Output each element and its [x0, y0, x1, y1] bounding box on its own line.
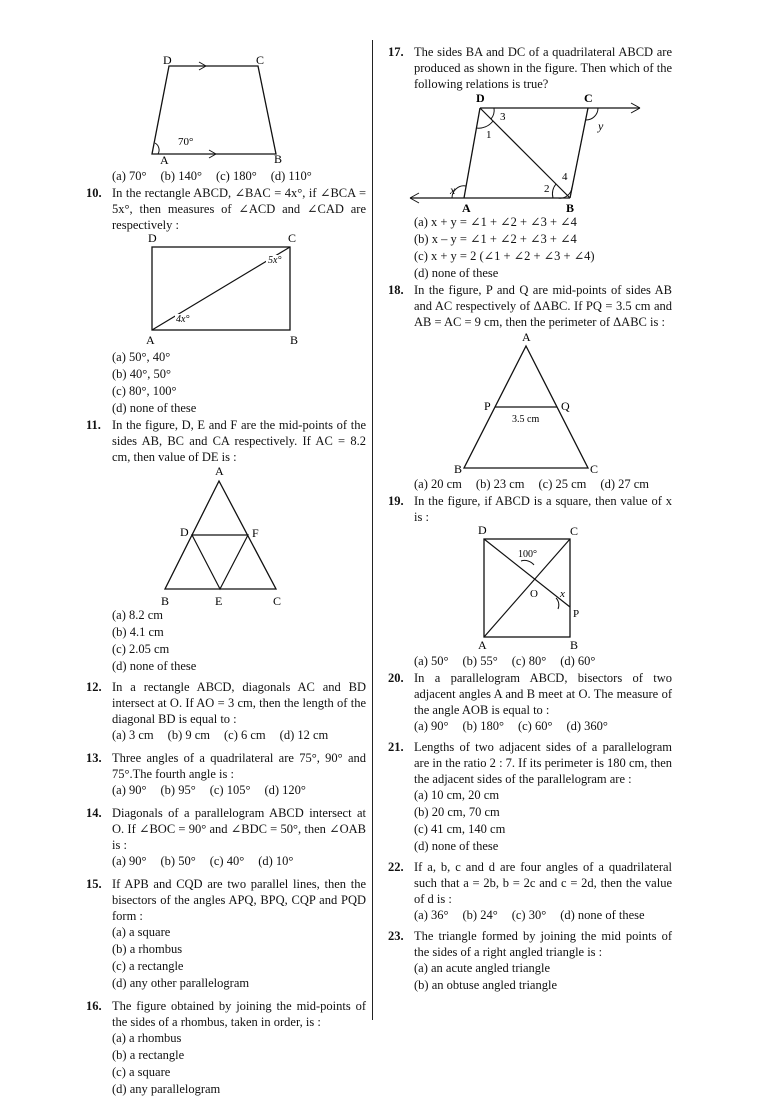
option-c[interactable]: (c) 80°, 100°: [112, 384, 177, 398]
q9-options: [86, 168, 366, 185]
fig-label-B: B: [290, 333, 299, 347]
fig-label-Q: Q: [561, 399, 570, 413]
fig-label-D: D: [163, 53, 172, 67]
question-text: If APB and CQD are two parallel lines, then the bisectors of the angles APQ, BPQ, CQP and PQD form :: [112, 877, 366, 923]
question-14: [86, 805, 366, 853]
option-c[interactable]: (c) 30°: [511, 908, 547, 922]
question-number: 19.: [388, 494, 404, 508]
fig-label-C: C: [288, 233, 297, 245]
fig-label-P: P: [484, 399, 491, 413]
option-a[interactable]: (a) an acute angled triangle: [414, 961, 551, 975]
fig-label-A: A: [522, 330, 531, 344]
right-column: [388, 44, 672, 994]
option-a[interactable]: (a) 50°: [414, 654, 449, 668]
q11-options: [86, 607, 366, 675]
option-c[interactable]: (c) 180°: [215, 169, 257, 183]
trapezium-figure: [86, 44, 366, 168]
option-b[interactable]: (b) a rectangle: [112, 1048, 185, 1062]
question-text: Three angles of a quadrilateral are 75°, 90° and 75°.The fourth angle is :: [112, 751, 366, 781]
option-b[interactable]: (b) 4.1 cm: [112, 625, 164, 639]
option-c[interactable]: (c) 80°: [511, 654, 547, 668]
option-b[interactable]: (b) 180°: [462, 719, 504, 733]
quadrilateral-produced-figure: [388, 92, 672, 214]
q14-options: [86, 853, 366, 870]
question-number: 13.: [86, 751, 102, 765]
fig-angle-2: 2: [544, 183, 550, 195]
fig-label-P: P: [573, 608, 580, 620]
question-number: 14.: [86, 806, 102, 820]
question-text: In the rectangle ABCD, ∠BAC = 4x°, if ∠BCA = 5x°, then measures of ∠ACD and ∠CAD are respectively :: [112, 186, 366, 232]
option-d[interactable]: (d) none of these: [112, 659, 197, 673]
q21-options: [388, 787, 672, 855]
option-c[interactable]: (c) x + y = 2 (∠1 + ∠2 + ∠3 + ∠4): [414, 249, 595, 263]
fig-label-B: B: [566, 201, 575, 214]
option-a[interactable]: (a) 90°: [414, 719, 449, 733]
fig-label-B: B: [454, 462, 463, 476]
question-number: 11.: [86, 418, 101, 432]
q22-options: [388, 907, 672, 924]
fig-label-B: B: [274, 152, 283, 166]
question-number: 22.: [388, 860, 404, 874]
fig-label-E: E: [215, 594, 223, 607]
option-a[interactable]: (a) 20 cm: [414, 477, 462, 491]
question-21: [388, 739, 672, 787]
option-a[interactable]: (a) 90°: [112, 783, 147, 797]
fig-label-A: A: [462, 201, 471, 214]
option-b[interactable]: (b) 40°, 50°: [112, 367, 171, 381]
fig-label-D: D: [180, 525, 189, 539]
fig-label-A: A: [160, 153, 169, 167]
fig-angle-100: 100°: [518, 549, 537, 560]
column-divider: [372, 40, 373, 1020]
fig-label-A: A: [215, 465, 224, 478]
rectangle-figure: [86, 233, 366, 349]
question-number: 16.: [86, 999, 102, 1013]
option-a[interactable]: (a) 36°: [414, 908, 449, 922]
fig-label-C: C: [570, 525, 579, 538]
option-b[interactable]: (b) 20 cm, 70 cm: [414, 805, 500, 819]
option-a[interactable]: (a) a rhombus: [112, 1031, 182, 1045]
question-19: [388, 493, 672, 525]
option-d[interactable]: (d) 110°: [270, 169, 312, 183]
option-b[interactable]: (b) 24°: [462, 908, 498, 922]
q12-options: [86, 727, 366, 744]
fig-angle-4: 4: [562, 171, 568, 183]
fig-label-D: D: [476, 92, 485, 105]
question-text: In the figure, D, E and F are the mid-points of the sides AB, BC and CA respectively. If AC = 8.2 cm, then value of DE is :: [112, 418, 366, 464]
question-13: [86, 750, 366, 782]
option-b[interactable]: (b) x – y = ∠1 + ∠2 + ∠3 + ∠4: [414, 232, 577, 246]
square-figure: [388, 525, 672, 653]
option-d[interactable]: (d) 27 cm: [600, 477, 650, 491]
fig-label-C: C: [584, 92, 593, 105]
option-d[interactable]: (d) 360°: [566, 719, 608, 733]
q18-options: [388, 476, 672, 493]
option-a[interactable]: (a) 70°: [112, 169, 147, 183]
question-20: [388, 670, 672, 718]
option-c[interactable]: (c) 2.05 cm: [112, 642, 170, 656]
question-text: The triangle formed by joining the mid points of the sides of a right angled triangle is :: [414, 929, 672, 959]
question-text: Lengths of two adjacent sides of a parallelogram are in the ratio 2 : 7. If its perimeter is 180 cm, then the adjacent sides of the parallelogram are :: [414, 740, 672, 786]
option-b[interactable]: (b) 140°: [160, 169, 202, 183]
question-12: [86, 679, 366, 727]
fig-angle-1: 1: [486, 129, 492, 141]
question-text: The sides BA and DC of a quadrilateral ABCD are produced as shown in the figure. Then which of the following relations is true?: [414, 45, 672, 91]
question-text: In a parallelogram ABCD, bisectors of two adjacent angles A and B meet at O. The measure of the angle AOB is equal to :: [414, 671, 672, 717]
option-d[interactable]: (d) any other parallelogram: [112, 976, 250, 990]
option-d[interactable]: (d) none of these: [112, 401, 197, 415]
q17-options: [388, 214, 672, 282]
fig-angle-4x: 4x°: [176, 314, 190, 325]
question-11: [86, 417, 366, 465]
fig-label-D: D: [478, 525, 487, 537]
question-text: If a, b, c and d are four angles of a quadrilateral such that a = 2b, b = 2c and c = 2d, then the value of d is :: [414, 860, 672, 906]
option-b[interactable]: (b) a rhombus: [112, 942, 183, 956]
option-d[interactable]: (d) 120°: [264, 783, 306, 797]
fig-label-A: A: [146, 333, 155, 347]
fig-label-F: F: [252, 526, 259, 540]
q19-options: [388, 653, 672, 670]
fig-label-B: B: [570, 638, 579, 652]
option-a[interactable]: (a) 90°: [112, 854, 147, 868]
fig-angle-y: y: [598, 119, 604, 133]
question-17: [388, 44, 672, 92]
q16-options: [86, 1030, 366, 1098]
option-d[interactable]: (d) none of these: [560, 908, 645, 922]
option-c[interactable]: (c) 6 cm: [224, 728, 266, 742]
option-c[interactable]: (c) 105°: [209, 783, 251, 797]
fig-label-A: A: [478, 638, 487, 652]
option-a[interactable]: (a) 3 cm: [112, 728, 154, 742]
question-16: [86, 998, 366, 1030]
q15-options: [86, 924, 366, 992]
question-text: In the figure, P and Q are mid-points of sides AB and AC respectively of ΔABC. If PQ = 3.5 cm and AB = AC = 9 cm, then the perimeter of ΔABC is :: [414, 283, 672, 329]
option-a[interactable]: (a) 10 cm, 20 cm: [414, 788, 500, 802]
option-a[interactable]: (a) 50°, 40°: [112, 350, 171, 364]
option-a[interactable]: (a) a square: [112, 925, 171, 939]
question-number: 20.: [388, 671, 404, 685]
fig-angle-3: 3: [500, 111, 506, 123]
midpoint-triangle-figure: [86, 465, 366, 607]
q20-options: [388, 718, 672, 735]
option-d[interactable]: (d) 12 cm: [279, 728, 329, 742]
fig-label-D: D: [148, 233, 157, 245]
question-text: In the figure, if ABCD is a square, then value of x is :: [414, 494, 672, 524]
q23-options: [388, 960, 672, 994]
option-d[interactable]: (d) none of these: [414, 839, 499, 853]
question-number: 23.: [388, 929, 404, 943]
fig-length-pq: 3.5 cm: [512, 414, 540, 425]
option-a[interactable]: (a) x + y = ∠1 + ∠2 + ∠3 + ∠4: [414, 215, 577, 229]
option-a[interactable]: (a) 8.2 cm: [112, 608, 164, 622]
option-c[interactable]: (c) a square: [112, 1065, 171, 1079]
option-d[interactable]: (d) 10°: [258, 854, 294, 868]
fig-label-C: C: [256, 53, 265, 67]
option-c[interactable]: (c) 60°: [517, 719, 553, 733]
fig-angle-label: 70°: [178, 136, 194, 148]
question-text: Diagonals of a parallelogram ABCD intersect at O. If ∠BOC = 90° and ∠BDC = 50°, then ∠OAB is :: [112, 806, 366, 852]
option-b[interactable]: (b) 55°: [462, 654, 498, 668]
question-22: [388, 859, 672, 907]
option-b[interactable]: (b) an obtuse angled triangle: [414, 978, 558, 992]
fig-label-B: B: [161, 594, 170, 607]
option-c[interactable]: (c) 41 cm, 140 cm: [414, 822, 506, 836]
option-d[interactable]: (d) 60°: [560, 654, 596, 668]
question-number: 12.: [86, 680, 102, 694]
option-c[interactable]: (c) 40°: [209, 854, 245, 868]
fig-label-C: C: [590, 462, 599, 476]
fig-angle-x: x: [560, 588, 565, 600]
fig-label-O: O: [530, 588, 538, 600]
question-23: [388, 928, 672, 960]
fig-label-C: C: [273, 594, 282, 607]
option-b[interactable]: (b) 9 cm: [167, 728, 211, 742]
option-b[interactable]: (b) 50°: [160, 854, 196, 868]
question-text: In a rectangle ABCD, diagonals AC and BD intersect at O. If AO = 3 cm, then the length of the diagonal BD is equal to :: [112, 680, 366, 726]
question-15: [86, 876, 366, 924]
q13-options: [86, 782, 366, 799]
question-number: 17.: [388, 45, 404, 59]
left-column: [86, 44, 366, 1098]
question-10: [86, 185, 366, 233]
option-b[interactable]: (b) 23 cm: [475, 477, 525, 491]
midpoint-pq-figure: [388, 330, 672, 476]
option-d[interactable]: (d) any parallelogram: [112, 1082, 221, 1096]
fig-angle-5x: 5x°: [268, 255, 282, 266]
question-number: 21.: [388, 740, 404, 754]
question-18: [388, 282, 672, 330]
option-c[interactable]: (c) a rectangle: [112, 959, 184, 973]
option-d[interactable]: (d) none of these: [414, 266, 499, 280]
question-number: 10.: [86, 186, 102, 200]
q10-options: [86, 349, 366, 417]
option-c[interactable]: (c) 25 cm: [538, 477, 587, 491]
question-number: 15.: [86, 877, 102, 891]
question-number: 18.: [388, 283, 404, 297]
option-b[interactable]: (b) 95°: [160, 783, 196, 797]
question-text: The figure obtained by joining the mid-points of the sides of a rhombus, taken in order, is :: [112, 999, 366, 1029]
fig-angle-x: x: [450, 183, 456, 197]
